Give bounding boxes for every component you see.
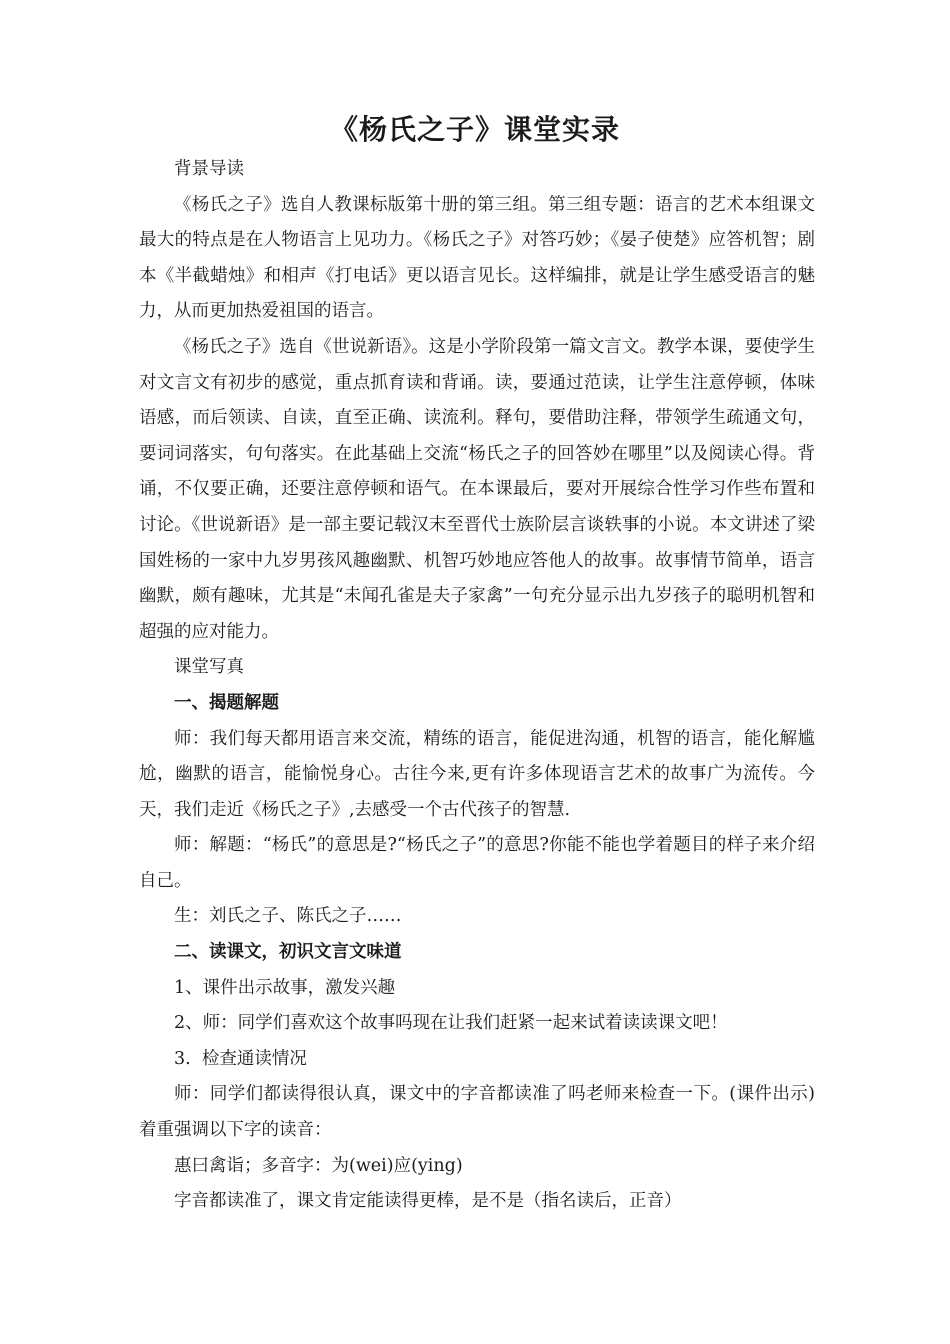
body-paragraph: 师：解题：“杨氏”的意思是?“杨氏之子”的意思?你能不能也学着题目的样子来介绍自己。 (139, 835, 815, 891)
body-paragraph: 生：刘氏之子、陈氏之子…… (174, 906, 402, 927)
body-paragraph: 《杨氏之子》选自《世说新语》。这是小学阶段第一篇文言文。教学本课，要使学生对文言文有初步的感觉，重点抓育读和背诵。读，要通过范读，让学生注意停顿，体味语感，而后领读、自读，直至正确、读流利。释句，要借助注释，带领学生疏通文句，要词词落实，句句落实。在此基础上交流“杨氏之子的回答妙在哪里”以及阅读心得。背诵，不仅要正确，还要注意停顿和语气。在本课最后，要对开展综合性学习作些布置和讨论。《世说新语》是一部主要记载汉末至晋代士族阶层言谈轶事的小说。本文讲述了梁国姓杨的一家中九岁男孩风趣幽默、机智巧妙地应答他人的故事。故事情节简单，语言幽默，颇有趣味，尤其是“未闻孔雀是夫子家禽”一句充分显示出九岁孩子的聪明机智和超强的应对能力。 (139, 336, 815, 642)
subsection-heading: 一、揭题解题 (174, 692, 279, 713)
body-paragraph: 师：同学们都读得很认真，课文中的字音都读准了吗老师来检查一下。(课件出示)着重强调以下字的读音： (139, 1084, 815, 1141)
body-paragraph: 《杨氏之子》选自人教课标版第十册的第三组。第三组专题：语言的艺术本组课文最大的特点是在人物语言上见功力。《杨氏之子》对答巧妙；《晏子使楚》应答机智；剧本《半截蜡烛》和相声《打电话》更以语言见长。这样编排，就是让学生感受语言的魅力，从而更加热爱祖国的语言。 (139, 194, 815, 322)
section-heading-classroom: 课堂写真 (174, 657, 244, 678)
subsection-heading: 二、读课文，初识文言文味道 (174, 942, 402, 963)
body-paragraph: 字音都读准了，课文肯定能读得更棒，是不是（指名读后，正音） (174, 1191, 682, 1212)
section-heading-background: 背景导读 (174, 159, 244, 179)
document-body (139, 152, 815, 1220)
body-paragraph: 师：我们每天都用语言来交流，精练的语言，能促进沟通，机智的语言，能化解尴尬，幽默的语言，能愉悦身心。古往今来,更有许多体现语言艺术的故事广为流传。今天，我们走近《杨氏之子》,去感受一个古代孩子的智慧. (139, 728, 815, 820)
body-paragraph: 惠曰禽诣；多音字：为(wei)应(ying) (174, 1155, 463, 1176)
list-item: 3. 检查通读情况 (174, 1048, 307, 1069)
list-item: 2、师：同学们喜欢这个故事吗现在让我们赶紧一起来试着读读课文吧！ (174, 1013, 728, 1034)
list-item: 1、课件出示故事，激发兴趣 (174, 977, 396, 998)
document-title: 《杨氏之子》课堂实录 (329, 113, 620, 146)
